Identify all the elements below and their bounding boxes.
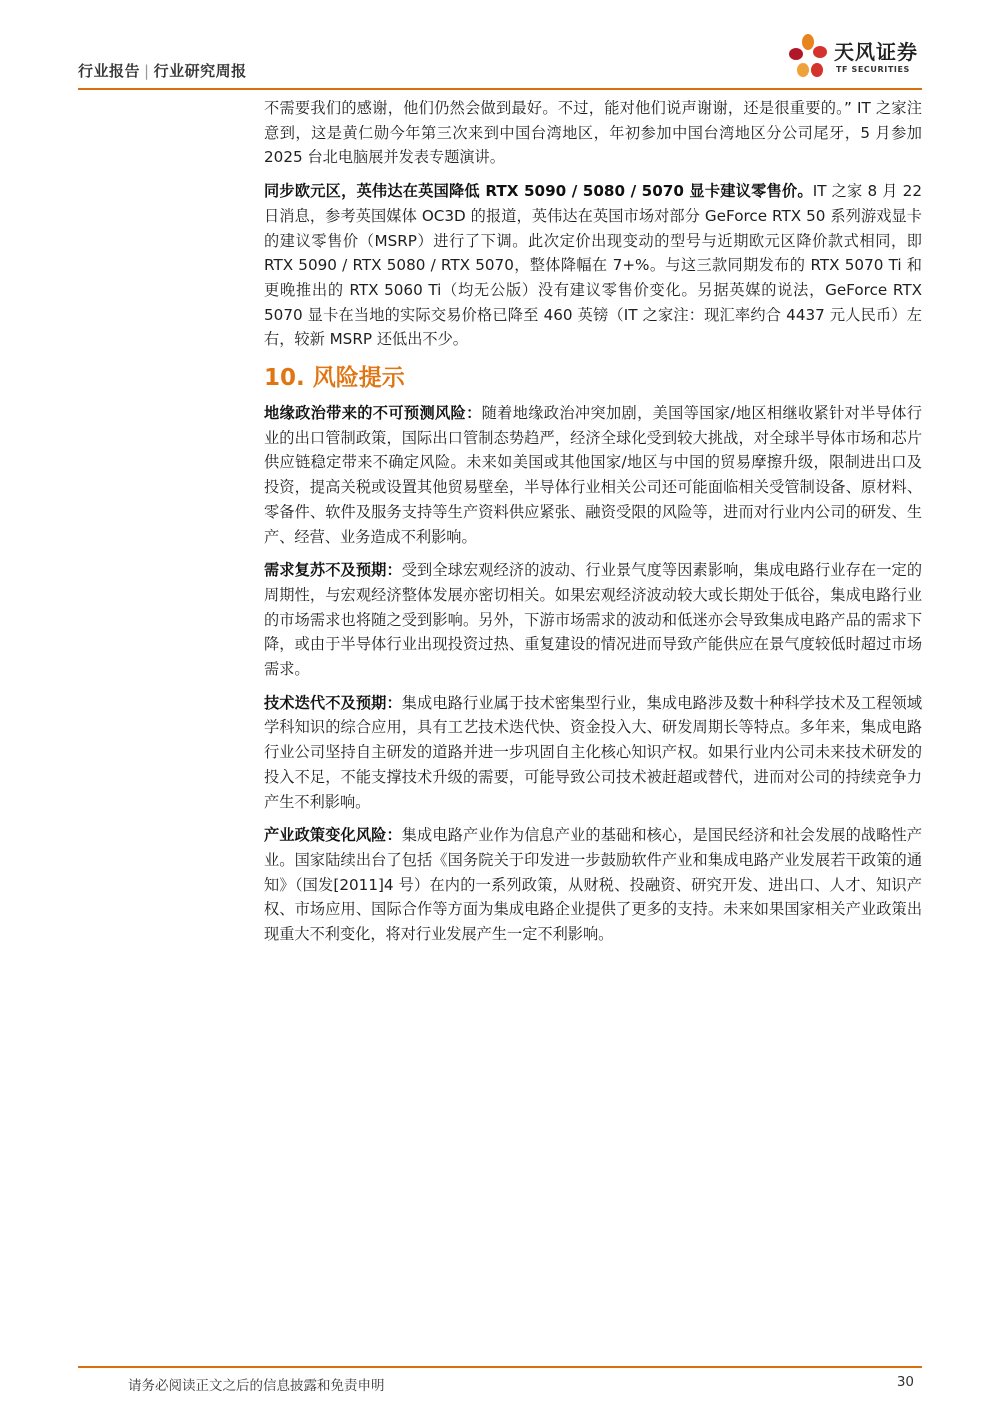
risk-lead: 技术迭代不及预期： [264,693,402,712]
section-title-risks: 10. 风险提示 [264,365,405,392]
risk-body: 集成电路行业属于技术密集型行业，集成电路涉及数十种科学技术及工程领域学科知识的综合应用，具有工艺技术迭代快、资金投入大、研发周期长等特点。多年来，集成电路行业公司坚持自主研发的道路并进一步巩固自主化核心知识产权。如果行业内公司未来技术研发的投入不足，不能支撑技术升级的需要，可能导致公司技术被赶超或替代，进而对公司的持续竞争力产生不利影响。 [264,693,923,811]
header-doc-type: 行业报告 [78,62,141,80]
risk-body: 随着地缘政治冲突加剧，美国等国家/地区相继收紧针对半导体行业的出口管制政策，国际出口管制态势趋严，经济全球化受到较大挑战，对全球半导体市场和芯片供应链稳定带来不确定风险。未来如美国或其他国家/地区与中国的贸易摩擦升级，限制进出口及投资，提高关税或设置其他贸易壁垒，半导体行业相关公司还可能面临相关受管制设备、原材料、零备件、软件及服务支持等生产资料供应紧张、融资受限的风险等，进而对行业内公司的研发、生产、经营、业务造成不利影响。 [264,404,922,546]
risk-body: 集成电路产业作为信息产业的基础和核心，是国民经济和社会发展的战略性产业。国家陆续出台了包括《国务院关于印发进一步鼓励软件产业和集成电路产业发展若干政策的通知》（国发[2011]4 号）在内的一系列政策，从财税、投融资、研究开发、进出口、人才、知识产权、市场应用、国际合作等方面为集成电路企业提供了更多的支持。未来如果国家相关产业政策出现重大不利变化，将对行业发展产生一定不利影响。 [264,826,923,944]
risk-paragraph-geopolitics [264,401,922,549]
risk-paragraph-policy [264,823,922,947]
risk-paragraph-technology [264,691,922,815]
main-content [264,96,922,956]
tf-securities-logo [786,32,926,84]
rtx-paragraph [264,179,922,352]
header-divider [78,88,922,90]
intro-paragraph: 不需要我们的感谢，他们仍然会做到最好。不过，能对他们说声谢谢，还是很重要的。” IT 之家注意到，这是黄仁勋今年第三次来到中国台湾地区，年初参加中国台湾地区分公司尾牙，5 月参加 2025 台北电脑展并发表专题演讲。 [264,99,922,167]
header-separator: | [144,62,150,80]
risk-paragraph-demand [264,558,922,682]
risk-lead: 产业政策变化风险： [264,826,402,845]
header-report-type: 行业研究周报 [153,62,247,80]
footer-disclaimer: 请务必阅读正文之后的信息披露和免责申明 [128,1378,385,1394]
flower-logo-icon [786,32,832,84]
risk-lead: 地缘政治带来的不可预测风险： [264,404,482,423]
report-header [78,60,247,81]
logo-name-cn: 天风证券 [834,40,918,64]
page-number: 30 [896,1374,914,1390]
risk-lead: 需求复苏不及预期： [264,561,402,580]
footer-divider [78,1366,922,1368]
risk-body: 受到全球宏观经济的波动、行业景气度等因素影响，集成电路行业存在一定的周期性，与宏观经济整体发展亦密切相关。如果宏观经济波动较大或长期处于低谷，集成电路行业的市场需求也将随之受到影响。另外，下游市场需求的波动和低迷亦会导致集成电路产品的需求下降，或由于半导体行业出现投资过热、重复建设的情况进而导致产能供应在景气度较低时超过市场需求。 [264,561,923,679]
rtx-paragraph-lead: 同步欧元区，英伟达在英国降低 RTX 5090 / 5080 / 5070 显卡建议零售价。 [264,182,813,201]
rtx-paragraph-body: IT 之家 8 月 22 日消息，参考英国媒体 OC3D 的报道，英伟达在英国市场对部分 GeForce RTX 50 系列游戏显卡的建议零售价（MSRP）进行了下调。此次定价出现变动的型号与近期欧元区降价款式相同，即 RTX 5090 / RTX 5080 / RTX 5070，整体降幅在 7+%。与这三款同期发布的 RTX 5070 Ti 和更晚推出的 RTX 5060 Ti（均无公版）没有建议零售价变化。另据英媒的说法，GeForce RTX 5070 显卡在当地的实际交易价格已降至 460 英镑（IT 之家注：现汇率约合 4437 元人民币）左右，较新 MSRP 还低出不少。 [264,182,923,349]
logo-name-en: TF SECURITIES [836,65,910,74]
